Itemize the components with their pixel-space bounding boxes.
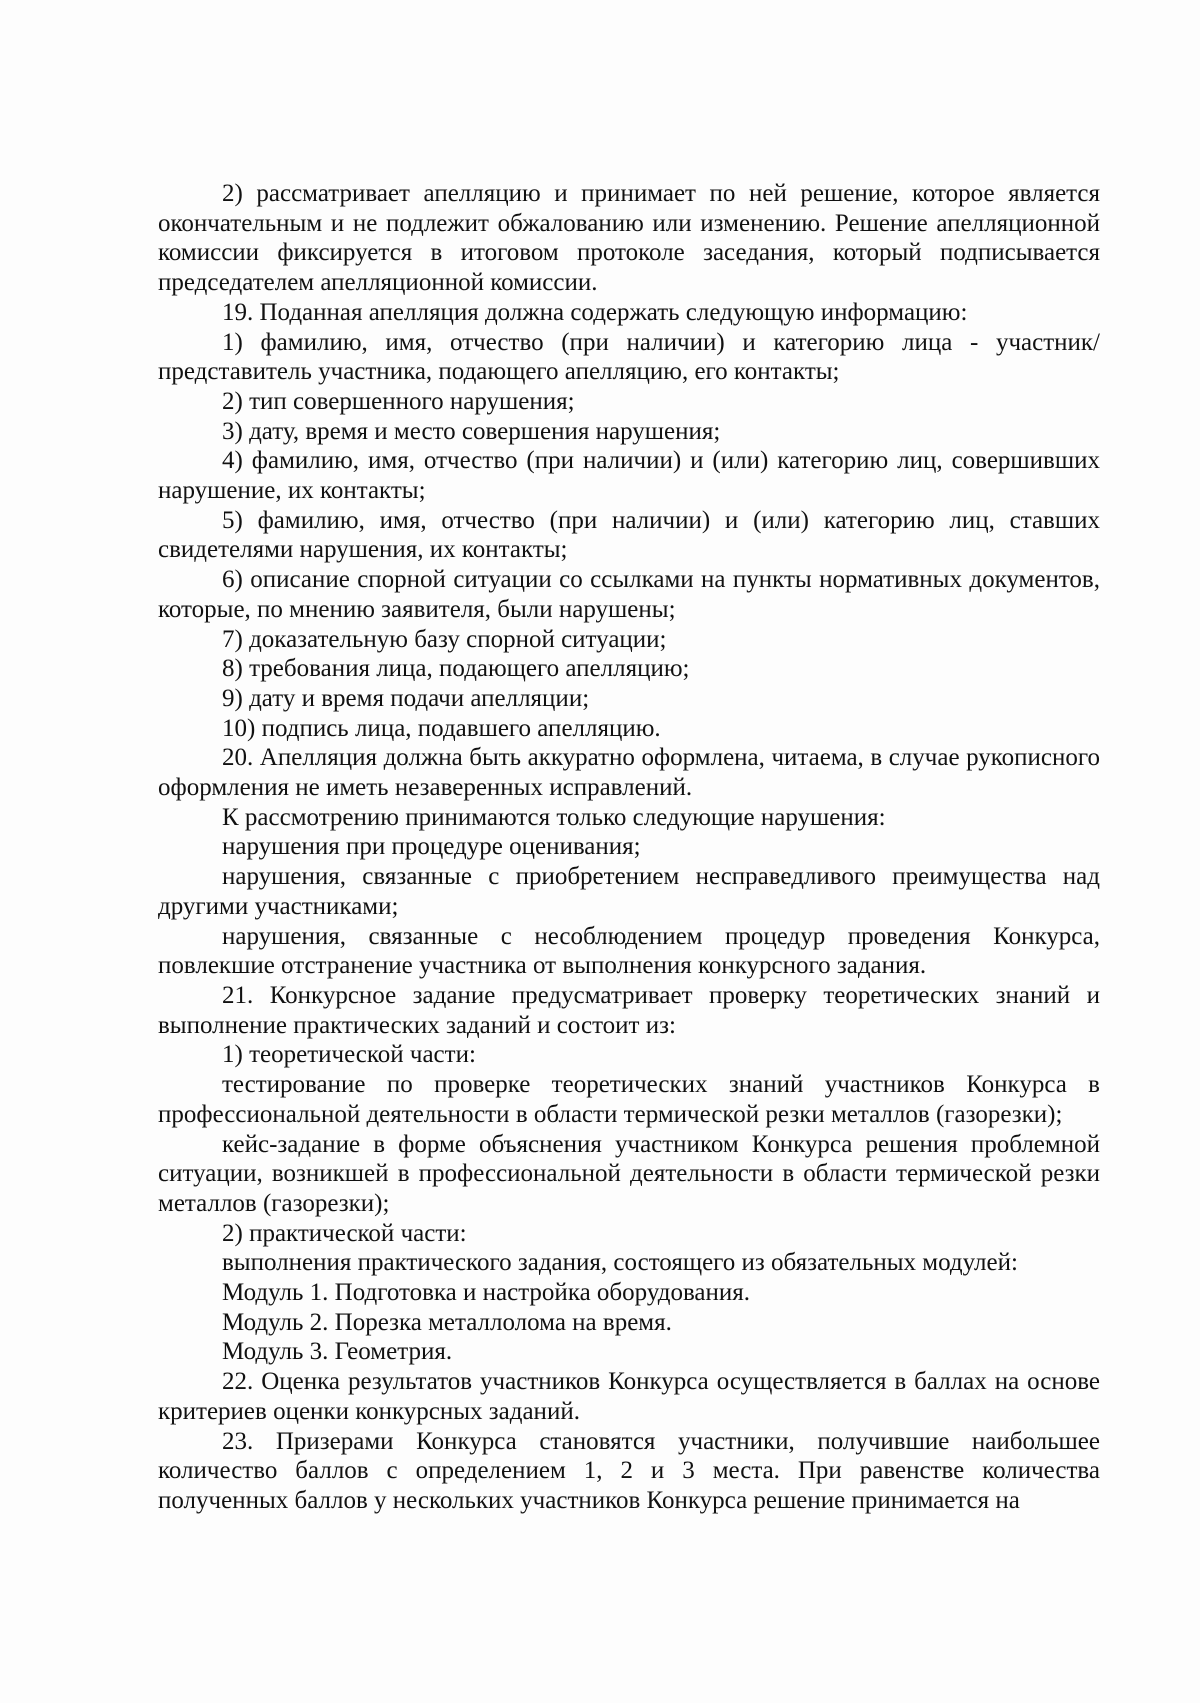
paragraph-21-case-task: кейс-задание в форме объяснения участником Конкурса решения проблемной ситуации, возникшей в профессиональной деятельности в области термической резки металлов (газорезки);: [158, 1130, 1100, 1217]
paragraph-violations-intro: К рассмотрению принимаются только следующие нарушения:: [222, 803, 886, 831]
paragraph-21-testing: тестирование по проверке теоретических знаний участников Конкурса в профессиональной деятельности в области термической резки металлов (газорезки);: [158, 1071, 1100, 1128]
paragraph-19-item-2: 2) тип совершенного нарушения;: [222, 387, 575, 415]
paragraph-21-practical-part: 2) практической части:: [222, 1219, 467, 1247]
paragraph-violation-evaluation: нарушения при процедуре оценивания;: [222, 833, 641, 861]
paragraph-19-item-7: 7) доказательную базу спорной ситуации;: [222, 625, 667, 653]
paragraph-module-1: Модуль 1. Подготовка и настройка оборудования.: [222, 1279, 751, 1307]
paragraph-module-3: Модуль 3. Геометрия.: [222, 1338, 453, 1366]
paragraph-19-item-10: 10) подпись лица, подавшего апелляцию.: [222, 714, 661, 742]
paragraph-21-theory-part: 1) теоретической части:: [222, 1041, 476, 1069]
paragraph-23: 23. Призерами Конкурса становятся участники, получившие наибольшее количество баллов с определением 1, 2 и 3 места. При равенстве количества полученных баллов у нескольких участников Конкурса решение принимается на: [158, 1427, 1100, 1514]
paragraph-21-practical-task: выполнения практического задания, состоящего из обязательных модулей:: [222, 1249, 1018, 1277]
paragraph-19-heading: 19. Поданная апелляция должна содержать следующую информацию:: [222, 298, 968, 326]
paragraph-violation-procedure: нарушения, связанные с несоблюдением процедур проведения Конкурса, повлекшие отстранение участника от выполнения конкурсного задания.: [158, 922, 1100, 980]
paragraph-module-2: Модуль 2. Порезка металлолома на время.: [222, 1308, 672, 1336]
paragraph-19-item-9: 9) дату и время подачи апелляции;: [222, 684, 590, 712]
paragraph-violation-advantage: нарушения, связанные с приобретением несправедливого преимущества над другими участниками;: [158, 863, 1100, 920]
document-body: [158, 179, 1100, 1516]
paragraph-19-item-4: 4) фамилию, имя, отчество (при наличии) и (или) категорию лиц, совершивших нарушение, их контакты;: [158, 447, 1100, 505]
paragraph-appeal-decision: 2) рассматривает апелляцию и принимает по ней решение, которое является окончательным и не подлежит обжалованию или изменению. Решение апелляционной комиссии фиксируется в итоговом протоколе заседания, который подписывается председателем апелляционной комиссии.: [158, 180, 1100, 297]
paragraph-21: 21. Конкурсное задание предусматривает проверку теоретических знаний и выполнение практических заданий и состоит из:: [158, 981, 1100, 1039]
paragraph-19-item-5: 5) фамилию, имя, отчество (при наличии) и (или) категорию лиц, ставших свидетелями нарушения, их контакты;: [158, 506, 1100, 564]
paragraph-19-item-1: 1) фамилию, имя, отчество (при наличии) и категорию лица - участник/представитель участника, подающего апелляцию, его контакты;: [158, 328, 1100, 386]
paragraph-22: 22. Оценка результатов участников Конкурса осуществляется в баллах на основе критериев оценки конкурсных заданий.: [158, 1368, 1100, 1425]
paragraph-19-item-3: 3) дату, время и место совершения нарушения;: [222, 417, 721, 445]
paragraph-19-item-6: 6) описание спорной ситуации со ссылками на пункты нормативных документов, которые, по мнению заявителя, были нарушены;: [158, 566, 1100, 623]
paragraph-19-item-8: 8) требования лица, подающего апелляцию;: [222, 655, 690, 683]
paragraph-20: 20. Апелляция должна быть аккуратно оформлена, читаема, в случае рукописного оформления не иметь незаверенных исправлений.: [158, 744, 1100, 802]
